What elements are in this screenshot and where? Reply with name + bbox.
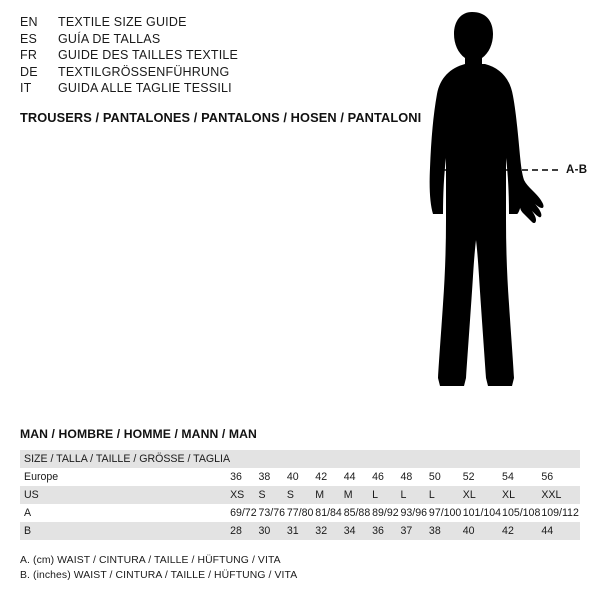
table-cell: 56 — [541, 471, 554, 483]
language-row-de — [20, 64, 400, 81]
table-cell: 93/96 — [400, 507, 428, 519]
language-text-es: GUÍA DE TALLAS — [58, 31, 161, 46]
language-text-en: TEXTILE SIZE GUIDE — [58, 15, 187, 29]
language-row-fr — [20, 47, 400, 64]
table-cell: 69/72 — [230, 507, 257, 519]
table-cell: 85/88 — [343, 507, 371, 519]
table-cell: 89/92 — [372, 507, 399, 519]
table-cell: L — [372, 489, 379, 501]
language-text-de: TEXTILGRÖSSENFÜHRUNG — [58, 64, 230, 79]
body-silhouette-figure — [410, 8, 595, 408]
table-header-cell — [401, 450, 429, 468]
row-label-a: A — [24, 507, 32, 519]
table-cell: 38 — [258, 471, 271, 483]
table-cell: 34 — [343, 525, 356, 537]
table-cell: 31 — [286, 525, 299, 537]
language-code-es: ES — [20, 31, 38, 46]
table-cell: 81/84 — [315, 507, 342, 519]
table-cell: 42 — [315, 471, 328, 483]
table-cell: 44 — [343, 471, 356, 483]
language-code-en: EN — [20, 15, 38, 29]
table-header-cell — [344, 450, 372, 468]
table-header-cell — [315, 450, 343, 468]
table-cell: 105/108 — [502, 507, 541, 519]
table-header-cell — [258, 450, 286, 468]
table-header-cell — [463, 450, 502, 468]
row-label-europe: Europe — [24, 471, 59, 483]
language-row-it — [20, 80, 400, 97]
table-cell: XL — [462, 489, 476, 501]
table-cell: 46 — [372, 471, 384, 483]
table-cell: 42 — [502, 525, 514, 537]
table-header-label: SIZE / TALLA / TAILLE / GRÖSSE / TAGLIA — [24, 453, 231, 465]
language-header-block — [20, 14, 400, 97]
table-row — [20, 504, 580, 522]
table-cell: 54 — [502, 471, 514, 483]
table-cell: 109/112 — [541, 507, 579, 519]
table-cell: 52 — [462, 471, 475, 483]
footnotes-block — [20, 554, 297, 583]
table-header-row — [20, 450, 580, 468]
table-cell: 36 — [372, 525, 384, 537]
footnote-a: A. (cm) WAIST / CINTURA / TAILLE / HÜFTUNG / VITA — [20, 555, 281, 566]
table-cell: 40 — [462, 525, 475, 537]
table-caption: MAN / HOMBRE / HOMME / MANN / MAN — [20, 427, 257, 441]
table-cell: L — [400, 489, 407, 501]
language-code-it: IT — [20, 81, 32, 95]
table-header-cell — [372, 450, 400, 468]
table-cell: 30 — [258, 525, 271, 537]
footnote-b: B. (inches) WAIST / CINTURA / TAILLE / HÜFTUNG / VITA — [20, 569, 298, 581]
table-header-cell — [541, 450, 580, 468]
table-header-cell — [287, 450, 315, 468]
table-cell: 101/104 — [462, 507, 502, 519]
table-cell: S — [286, 489, 294, 501]
table-cell: 38 — [428, 525, 441, 537]
table-cell: M — [315, 489, 325, 501]
waist-measure-line — [410, 8, 595, 408]
table-header-cell — [502, 450, 541, 468]
table-cell: 77/80 — [286, 507, 314, 519]
size-table — [20, 450, 580, 540]
table-cell: XL — [502, 489, 516, 501]
table-cell: 50 — [428, 471, 441, 483]
table-header-cell — [429, 450, 463, 468]
language-code-fr: FR — [20, 48, 38, 62]
table-cell: 40 — [286, 471, 299, 483]
table-cell: S — [258, 489, 266, 501]
language-text-fr: GUIDE DES TAILLES TEXTILE — [58, 48, 239, 62]
table-row — [20, 486, 580, 504]
table-cell: 37 — [400, 525, 413, 537]
table-cell: L — [428, 489, 435, 501]
table-cell: XXL — [541, 489, 562, 501]
table-row — [20, 468, 580, 486]
row-label-us: US — [24, 489, 39, 501]
table-cell: 32 — [315, 525, 328, 537]
table-cell: XS — [230, 489, 245, 501]
language-text-it: GUIDA ALLE TAGLIE TESSILI — [58, 81, 232, 95]
garment-section-title: TROUSERS / PANTALONES / PANTALONS / HOSEN / PANTALONI — [20, 110, 422, 125]
language-code-de: DE — [20, 64, 38, 79]
row-label-b: B — [24, 525, 32, 537]
table-cell: 48 — [400, 471, 413, 483]
table-cell: 97/100 — [428, 507, 462, 519]
measure-label-ab: A-B — [566, 164, 588, 176]
table-cell: 73/76 — [258, 507, 285, 519]
table-cell: M — [343, 489, 353, 501]
table-cell: 36 — [230, 471, 242, 483]
table-cell: 44 — [541, 525, 554, 537]
language-row-en — [20, 14, 400, 31]
table-cell: 28 — [230, 525, 242, 537]
language-row-es — [20, 31, 400, 48]
table-row — [20, 522, 580, 540]
table-header-cell — [230, 450, 258, 468]
